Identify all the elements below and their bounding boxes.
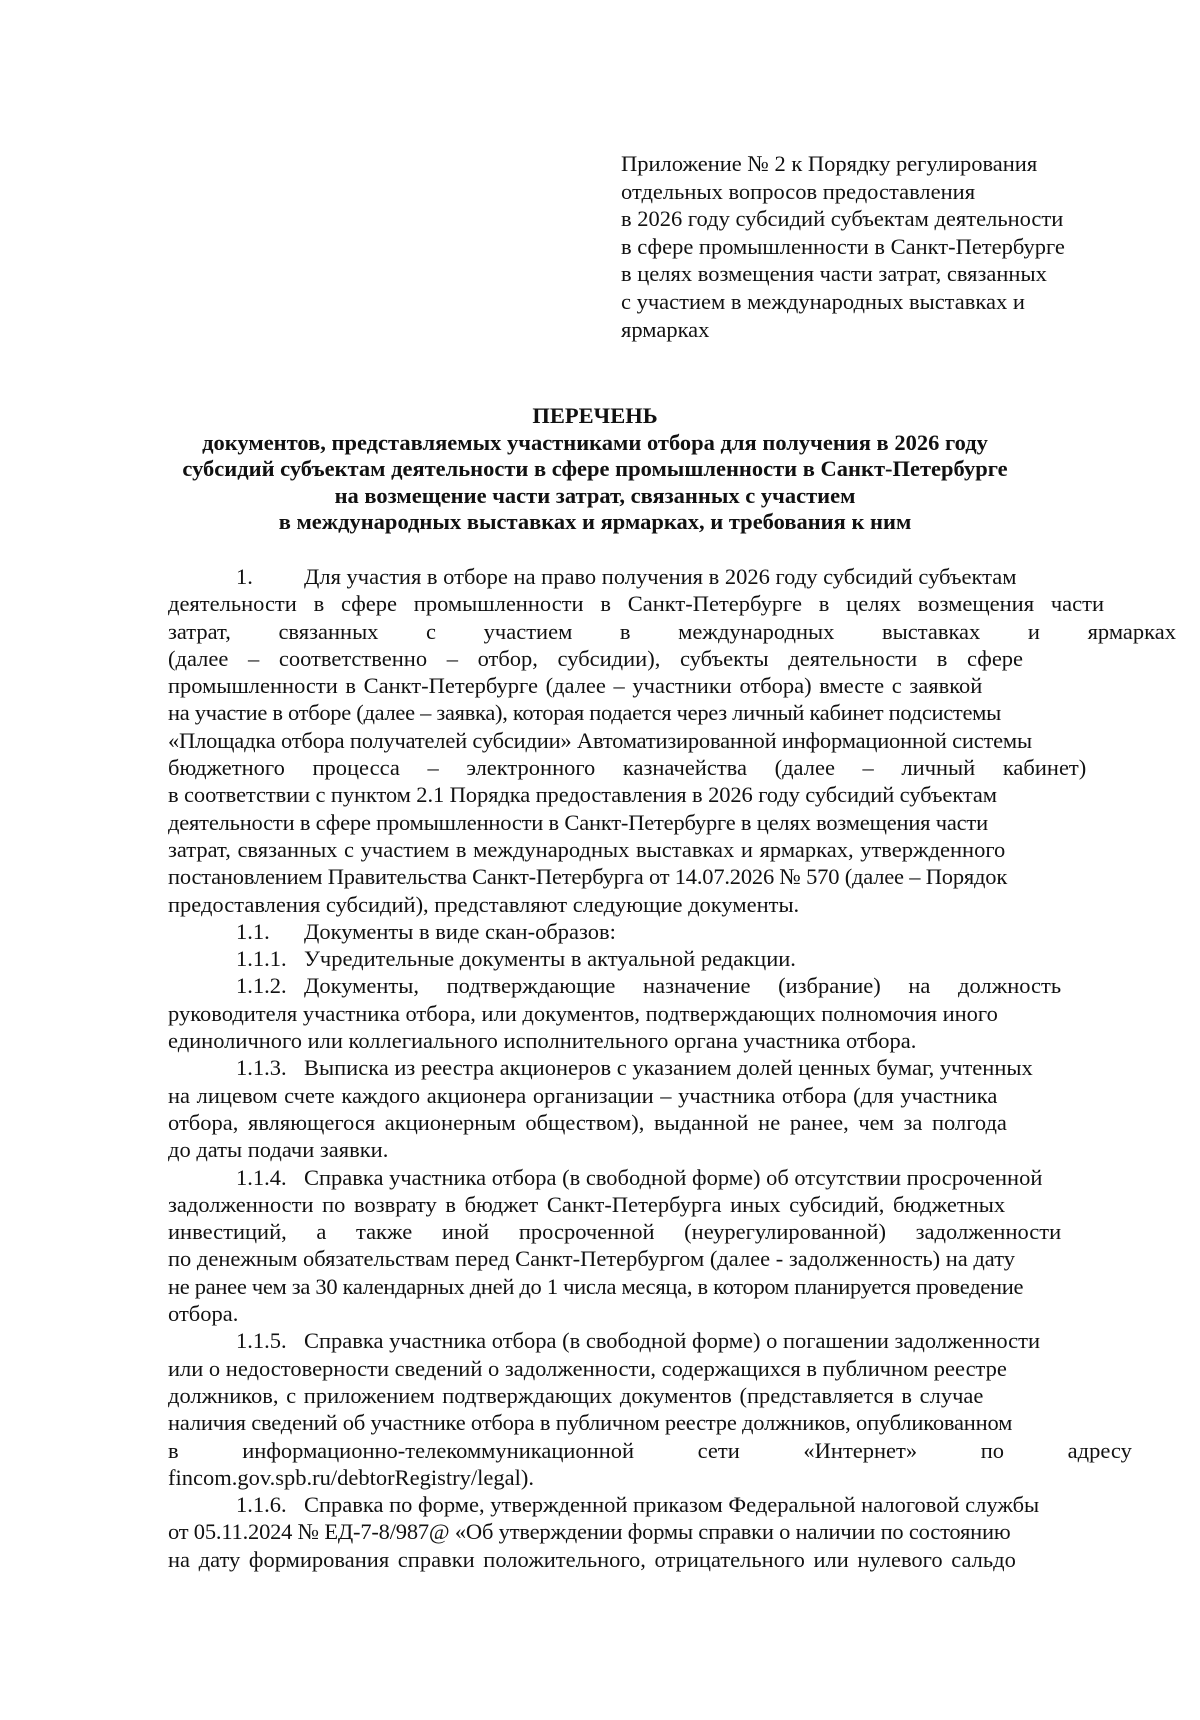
title-line: в международных выставках и ярмарках, и требования к ним: [278, 509, 912, 534]
body-line: до даты подачи заявки.: [168, 1137, 389, 1163]
paragraph-1-1-4: [168, 1164, 1104, 1328]
body-line: руководителя участника отбора, или документов, подтверждающих полномочия иного: [168, 1000, 998, 1026]
appendix-line: в сфере промышленности в Санкт-Петербурге: [621, 233, 1065, 259]
paragraph-1: [168, 563, 1176, 918]
body-line: инвестиций, а также иной просроченной (неурегулированной) задолженности: [168, 1219, 1062, 1245]
appendix-line: с участием в международных выставках и: [621, 288, 1025, 314]
body-line: задолженности по возврату в бюджет Санкт-Петербурга иных субсидий, бюджетных: [168, 1191, 1006, 1217]
body-line: отбора.: [168, 1301, 239, 1327]
title-heading: ПЕРЕЧЕНЬ: [532, 403, 658, 428]
body-line: Для участия в отборе на право получения в 2026 году субсидий субъектам: [304, 564, 1017, 589]
body-line: предоставления субсидий), представляют следующие документы.: [168, 891, 800, 917]
paragraph-1-1-3: [168, 1054, 1104, 1163]
body-line: единоличного или коллегиального исполнительного органа участника отбора.: [168, 1028, 917, 1054]
body-line: или о недостоверности сведений о задолженности, содержащихся в публичном реестре: [168, 1355, 1007, 1381]
item-number: 1.1.1.: [236, 946, 287, 972]
appendix-line: в 2026 году субсидий субъектам деятельности: [621, 206, 1064, 232]
body-line: Справка по форме, утвержденной приказом Федеральной налоговой службы: [304, 1492, 1040, 1518]
body-line: деятельности в сфере промышленности в Санкт-Петербурге в целях возмещения части: [168, 809, 988, 835]
paragraph-1-1: [168, 918, 1104, 945]
body-line: Справка участника отбора (в свободной форме) об отсутствии просроченной: [304, 1164, 1043, 1190]
item-number: 1.1.2.: [236, 973, 287, 999]
body-line: Справка участника отбора (в свободной форме) о погашении задолженности: [304, 1328, 1041, 1354]
body-line: должников, с приложением подтверждающих документов (представляется в случае: [168, 1382, 984, 1408]
title-line: субсидий субъектам деятельности в сфере промышленности в Санкт-Петербурге: [182, 456, 1008, 481]
body-line: затрат, связанных с участием в международных выставках и ярмарках, утвержденного: [168, 836, 1006, 862]
item-number: 1.1.3.: [236, 1055, 287, 1081]
body-line: (далее – соответственно – отбор, субсидии), субъекты деятельности в сфере: [168, 645, 1024, 671]
body-line: «Площадка отбора получателей субсидии» Автоматизированной информационной системы: [168, 727, 1032, 753]
body-line: Учредительные документы в актуальной редакции.: [304, 946, 796, 972]
item-number: 1.: [236, 564, 253, 589]
item-number: 1.1.5.: [236, 1328, 287, 1354]
body-line: Документы, подтверждающие назначение (избрание) на должность: [304, 973, 1062, 999]
body-line: бюджетного процесса – электронного казначейства (далее – личный кабинет): [168, 755, 1087, 781]
item-number: 1.1.: [236, 918, 270, 944]
paragraph-1-1-2: [168, 972, 1104, 1054]
body-line: на участие в отборе (далее – заявка), которая подается через личный кабинет подсистемы: [168, 700, 1001, 726]
body-line: Документы в виде скан-образов:: [304, 918, 616, 944]
title-line: документов, представляемых участниками отбора для получения в 2026 году: [202, 429, 988, 455]
document-title: [150, 403, 1040, 536]
appendix-header: [621, 150, 1121, 343]
appendix-line: в целях возмещения части затрат, связанных: [621, 261, 1047, 287]
document-body: [168, 563, 1176, 1573]
paragraph-1-1-6: [168, 1491, 1104, 1573]
title-line: на возмещение части затрат, связанных с участием: [334, 482, 856, 508]
appendix-line: Приложение № 2 к Порядку регулирования: [621, 151, 1038, 176]
body-line: в соответствии с пунктом 2.1 Порядка предоставления в 2026 году субсидий субъектам: [168, 782, 997, 808]
item-number: 1.1.6.: [236, 1492, 287, 1518]
body-line: Выписка из реестра акционеров с указанием долей ценных бумаг, учтенных: [304, 1055, 1033, 1081]
body-line: деятельности в сфере промышленности в Санкт-Петербурге в целях возмещения части: [168, 591, 1104, 617]
appendix-line: отдельных вопросов предоставления: [621, 178, 976, 204]
paragraph-1-1-1: [168, 945, 1104, 972]
body-line: от 05.11.2024 № ЕД-7-8/987@ «Об утверждении формы справки о наличии по состоянию: [168, 1519, 1011, 1545]
body-line: на лицевом счете каждого акционера организации – участника отбора (для участника: [168, 1082, 998, 1108]
body-line: отбора, являющегося акционерным обществом), выданной не ранее, чем за полгода: [168, 1109, 1007, 1135]
body-line: промышленности в Санкт-Петербурге (далее – участники отбора) вместе с заявкой: [168, 673, 983, 699]
body-line: по денежным обязательствам перед Санкт-Петербургом (далее - задолженность) на дату: [168, 1246, 1016, 1272]
body-line: на дату формирования справки положительного, отрицательного или нулевого сальдо: [168, 1546, 1016, 1572]
body-line: не ранее чем за 30 календарных дней до 1 числа месяца, в котором планируется проведение: [168, 1273, 1024, 1299]
body-line: затрат, связанных с участием в международных выставках и ярмарках: [168, 618, 1176, 644]
body-line: наличия сведений об участнике отбора в публичном реестре должников, опубликованном: [168, 1410, 1013, 1436]
body-line: fincom.gov.spb.ru/debtorRegistry/legal).: [168, 1464, 534, 1490]
paragraph-1-1-5: [168, 1327, 1132, 1491]
body-line: в информационно-телекоммуникационной сети «Интернет» по адресу: [168, 1437, 1132, 1463]
appendix-line: ярмарках: [621, 316, 710, 342]
body-line: постановлением Правительства Санкт-Петербурга от 14.07.2026 № 570 (далее – Порядок: [168, 864, 1008, 890]
item-number: 1.1.4.: [236, 1164, 287, 1190]
